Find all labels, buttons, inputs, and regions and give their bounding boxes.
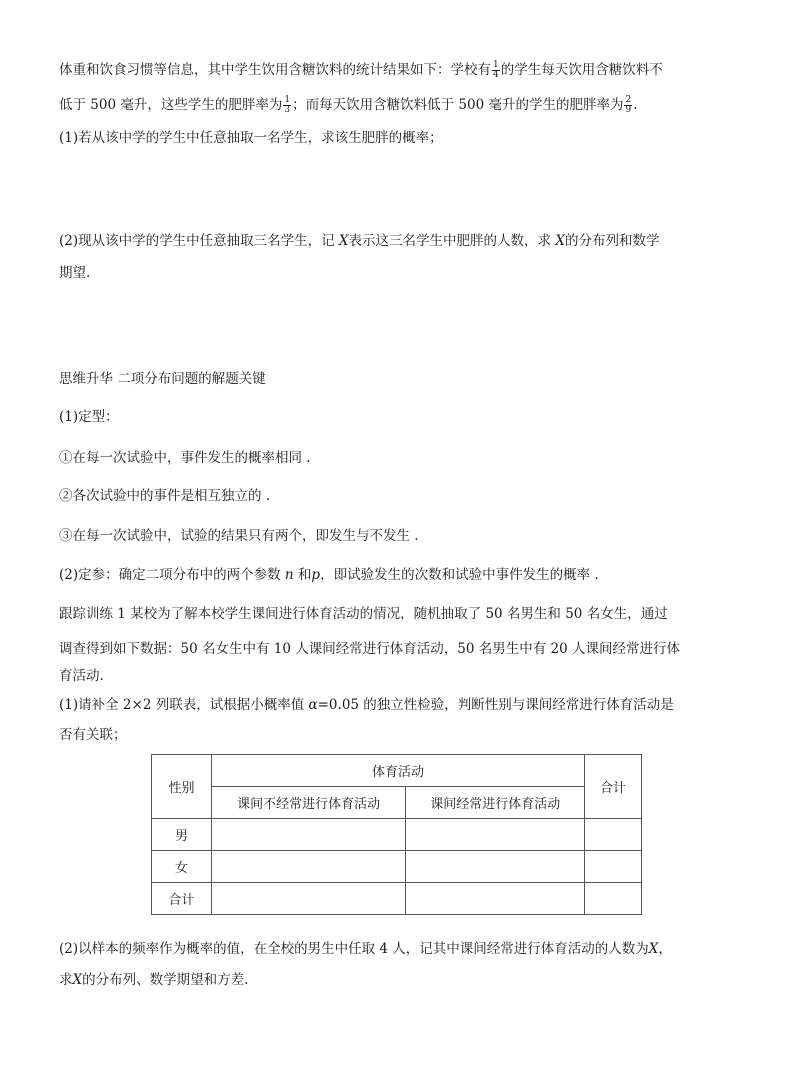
text-span: 体重和饮食习惯等信息，其中学生饮用含糖饮料的统计结果如下：学校有 xyxy=(59,62,491,78)
text-span: 的学生每天饮用含糖饮料不 xyxy=(500,62,663,78)
text-span: ， xyxy=(658,941,672,957)
section-heading: 思维升华 二项分布问题的解题关键 xyxy=(59,371,266,387)
text-span: (2)定参：确定二项分布中的两个参数 xyxy=(59,567,285,583)
variable-x: X xyxy=(72,972,83,988)
header-frequent: 课间经常进行体育活动 xyxy=(406,787,585,819)
practice-question-1-continued: 否有关联； xyxy=(59,727,127,743)
step-1-item-b: ②各次试验中的事件是相互独立的 . xyxy=(59,488,271,504)
fraction-denominator: 4 xyxy=(493,70,499,80)
text-span: (2)现从该中学的学生中任意抽取三名学生，记 xyxy=(59,233,335,249)
variable-n: n xyxy=(284,567,294,583)
header-gender: 性别 xyxy=(152,755,212,819)
text-span: ；而每天饮用含糖饮料低于 500 毫升的学生的肥胖率为 xyxy=(292,97,624,113)
header-not-frequent: 课间不经常进行体育活动 xyxy=(211,787,406,819)
question-1: (1)若从该中学的学生中任意抽取一名学生，求该生肥胖的概率； xyxy=(59,130,443,146)
step-2 xyxy=(59,566,599,584)
header-total: 合计 xyxy=(585,755,642,819)
fraction xyxy=(283,96,291,115)
step-1-item-c: ③在每一次试验中，试验的结果只有两个，即发生与不发生 . xyxy=(59,528,419,544)
practice-question-1 xyxy=(59,696,674,714)
text-span: 的分布列和数学 xyxy=(564,233,660,249)
row-label-female: 女 xyxy=(152,851,212,883)
text-span: (2)以样本的频率作为概率的值，在全校的男生中任取 4 人，记其中课间经常进行体育活动的人数为 xyxy=(59,941,649,957)
contingency-table xyxy=(151,754,642,915)
variable-p: p xyxy=(311,567,321,583)
variable-alpha: α xyxy=(308,697,318,713)
question-2 xyxy=(59,232,659,250)
fraction xyxy=(492,61,500,80)
practice-line-1: 跟踪训练 1 某校为了解本校学生课间进行体育活动的情况，随机抽取了 50 名男生和 50 名女生，通过 xyxy=(59,606,668,622)
text-span: . xyxy=(633,97,638,113)
table-cell-empty xyxy=(211,819,406,851)
text-span: (1)请补全 2×2 列联表，试根据小概率值 xyxy=(59,697,309,713)
text-span: 和 xyxy=(297,567,312,583)
practice-question-2 xyxy=(59,940,672,958)
row-label-male: 男 xyxy=(152,819,212,851)
fraction-denominator: 9 xyxy=(625,105,632,115)
question-2-continued: 期望. xyxy=(59,265,91,281)
table-cell-empty xyxy=(585,819,642,851)
fraction-numerator: 2 xyxy=(625,95,632,105)
table-cell-empty xyxy=(585,883,642,915)
text-span: 求 xyxy=(59,972,73,988)
paragraph-line-1 xyxy=(59,61,663,80)
fraction-denominator: 3 xyxy=(284,105,291,115)
text-span: 的分布列、数学期望和方差. xyxy=(82,972,249,988)
practice-line-3: 育活动. xyxy=(59,668,104,684)
fraction-numerator: 1 xyxy=(284,95,291,105)
variable-x: X xyxy=(338,233,349,249)
fraction-numerator: 1 xyxy=(493,60,499,70)
table-cell-empty xyxy=(406,883,585,915)
table-cell-empty xyxy=(406,819,585,851)
practice-line-2: 调查得到如下数据：50 名女生中有 10 人课间经常进行体育活动，50 名男生中有 20 人课间经常进行体 xyxy=(59,641,680,657)
row-label-total: 合计 xyxy=(152,883,212,915)
text-span: =0.05 的独立性检验，判断性别与课间经常进行体育活动是 xyxy=(317,697,674,713)
header-activity: 体育活动 xyxy=(211,755,584,787)
step-1-item-a: ①在每一次试验中，事件发生的概率相同 . xyxy=(59,450,311,466)
table-cell-empty xyxy=(211,851,406,883)
table-cell-empty xyxy=(585,851,642,883)
paragraph-line-2 xyxy=(59,96,637,115)
text-span: 表示这三名学生中肥胖的人数，求 xyxy=(348,233,552,249)
text-span: ，即试验发生的次数和试验中事件发生的概率 . xyxy=(320,567,599,583)
text-span: 低于 500 毫升，这些学生的肥胖率为 xyxy=(59,97,283,113)
step-1-heading: (1)定型： xyxy=(59,409,119,425)
table-cell-empty xyxy=(406,851,585,883)
fraction xyxy=(624,96,632,115)
practice-question-2-continued xyxy=(59,971,248,989)
table-cell-empty xyxy=(211,883,406,915)
variable-x: X xyxy=(555,233,565,249)
variable-x: X xyxy=(648,941,659,957)
